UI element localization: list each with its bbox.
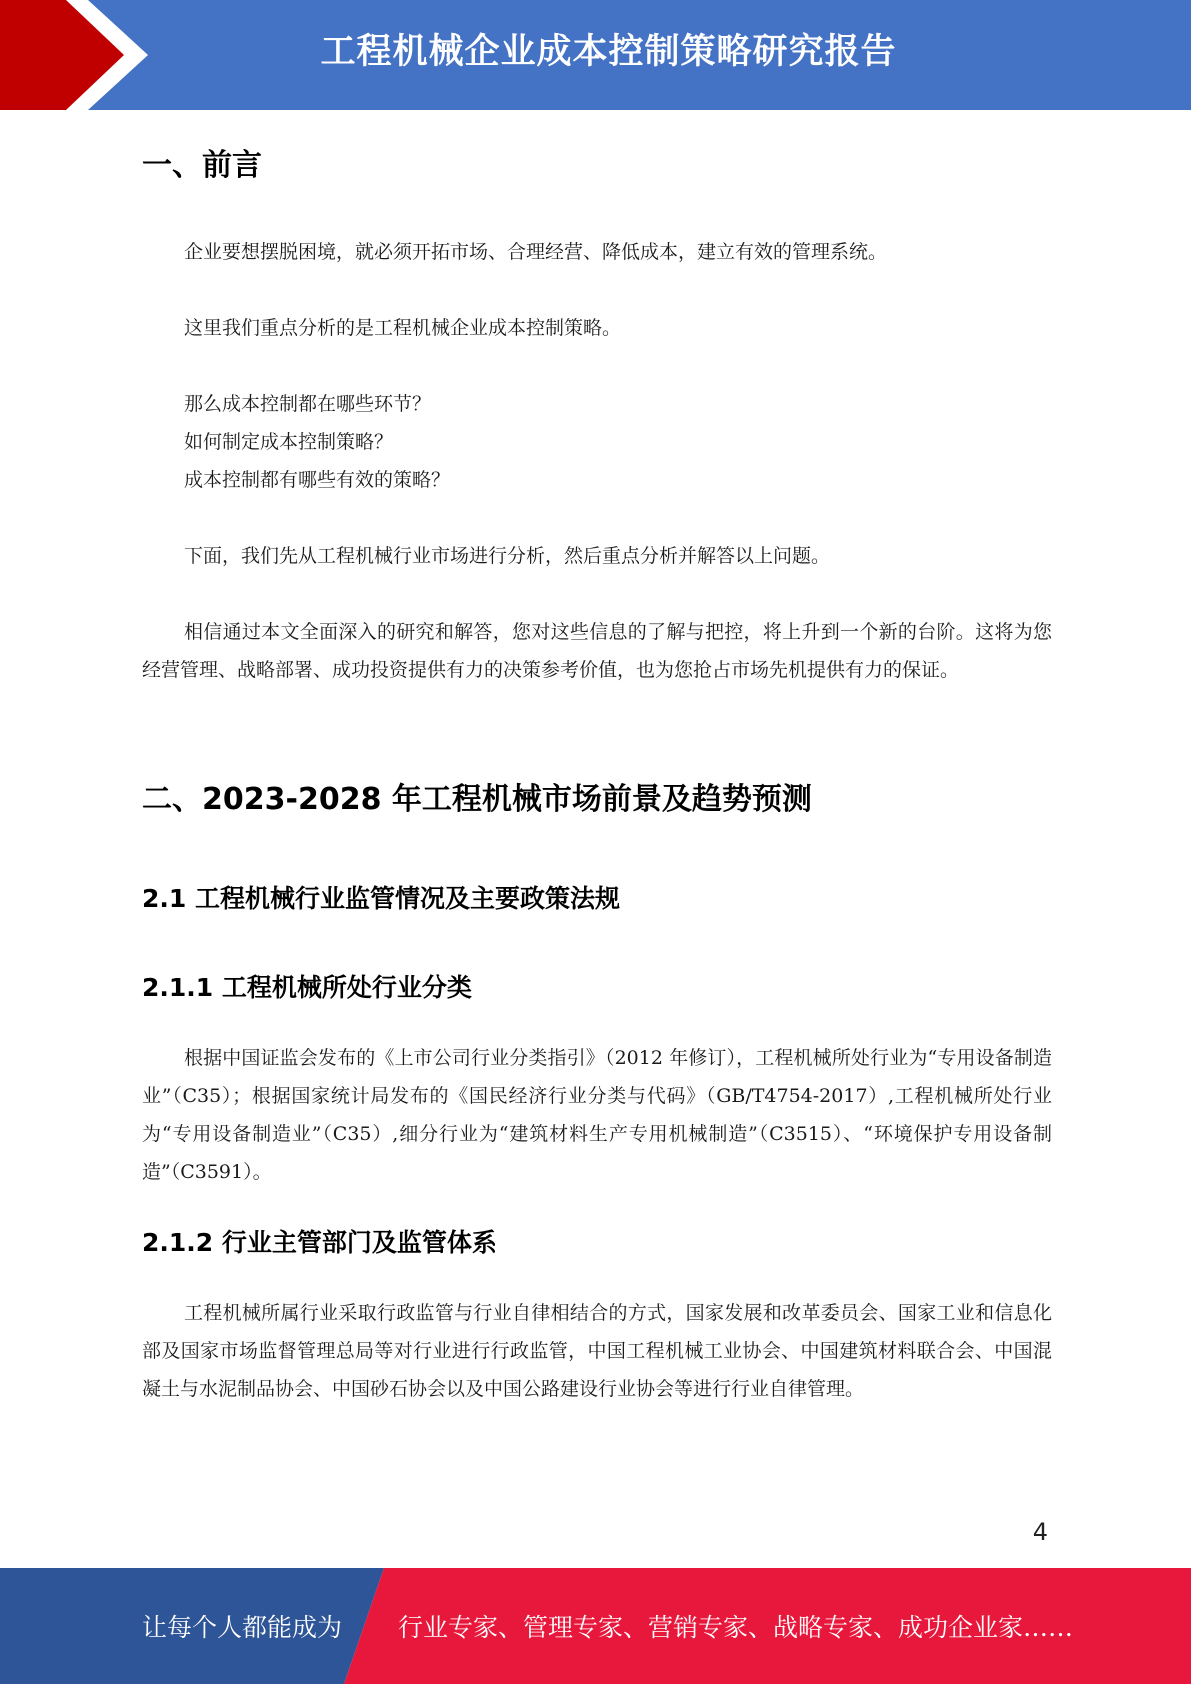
question-line: 如何制定成本控制策略？ xyxy=(184,431,394,453)
page-number: 4 xyxy=(1032,1518,1048,1546)
footer-slogan-left: 让每个人都能成为 xyxy=(142,1613,343,1642)
footer-banner xyxy=(0,1568,1191,1684)
paragraph: 下面，我们先从工程机械行业市场进行分析，然后重点分析并解答以上问题。 xyxy=(184,545,831,567)
question-line: 成本控制都有哪些有效的策略？ xyxy=(184,469,451,491)
document-title: 工程机械企业成本控制策略研究报告 xyxy=(320,32,897,72)
section-heading-preface: 一、前言 xyxy=(142,148,262,183)
footer-slogan-right: 行业专家、管理专家、营销专家、战略专家、成功企业家…… xyxy=(398,1613,1074,1642)
section-heading-forecast: 二、2023-2028 年工程机械市场前景及趋势预测 xyxy=(142,782,812,817)
subsubsection-heading: 2.1.1 工程机械所处行业分类 xyxy=(142,973,472,1002)
paragraph: 工程机械所属行业采取行政监管与行业自律相结合的方式，国家发展和改革委员会、国家工业和信息化部及国家市场监督管理总局等对行业进行行政监管，中国工程机械工业协会、中国建筑材料联合会、中国混凝土与水泥制品协会、中国砂石协会以及中国公路建设行业协会等进行行业自律管理。 xyxy=(142,1302,1052,1400)
question-line: 那么成本控制都在哪些环节？ xyxy=(184,393,432,415)
subsubsection-heading: 2.1.2 行业主管部门及监管体系 xyxy=(142,1228,497,1257)
paragraph: 相信通过本文全面深入的研究和解答，您对这些信息的了解与把控，将上升到一个新的台阶。这将为您经营管理、战略部署、成功投资提供有力的决策参考价值，也为您抢占市场先机提供有力的保证。 xyxy=(142,621,1052,681)
paragraph: 根据中国证监会发布的《上市公司行业分类指引》（2012 年修订），工程机械所处行业为“专用设备制造业”（C35）；根据国家统计局发布的《国民经济行业分类与代码》（GB/T4754-2017）,工程机械所处行业为“专用设备制造业”（C35）,细分行业为“建筑材料生产专用机械制造”（C3515）、“环境保护专用设备制造”（C3591）。 xyxy=(142,1047,1052,1183)
subsection-heading: 2.1 工程机械行业监管情况及主要政策法规 xyxy=(142,884,620,913)
paragraph: 这里我们重点分析的是工程机械企业成本控制策略。 xyxy=(184,317,622,339)
paragraph: 企业要想摆脱困境，就必须开拓市场、合理经营、降低成本，建立有效的管理系统。 xyxy=(184,241,888,263)
